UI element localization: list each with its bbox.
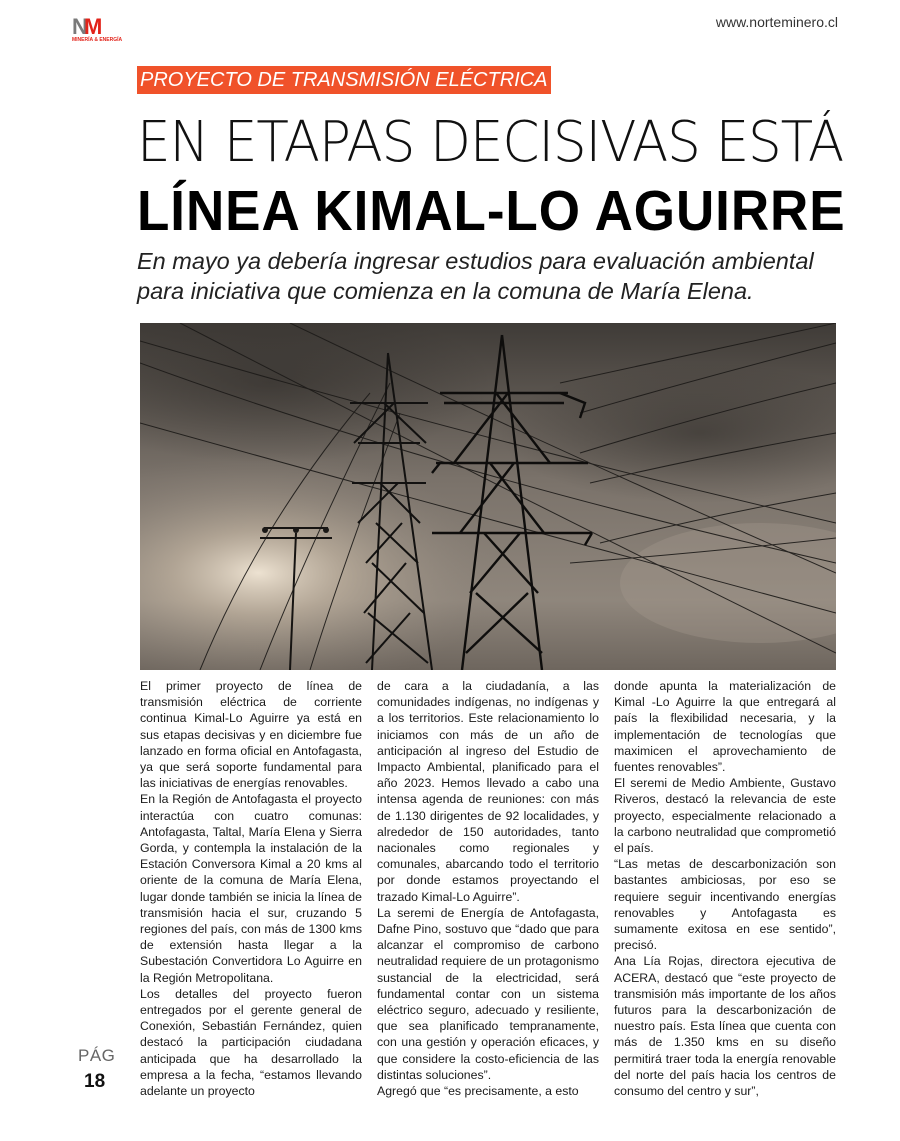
logo-tagline: MINERÍA & ENERGÍA	[72, 37, 123, 43]
logo-letter-m: M	[84, 14, 103, 39]
paragraph: de cara a la ciudadanía, a las comunidades indígenas, no indígenas y a los territorios. Este relacionamiento lo iniciamos con más de un año de anticipación al ingreso del Estudio de Impacto Ambiental, planificado para el año 2023. Hemos llevado a cabo una intensa agenda de reuniones: con más de 1.130 dirigentes de 92 localidades, y alrededor de 150 autoridades, tanto nacionales como regionales y comunales, abarcando todo el territorio por donde estamos proyectando el trazado Kimal-Lo Aguirre”.	[377, 679, 599, 904]
power-towers-image	[140, 323, 836, 670]
page-label: PÁG	[78, 1046, 116, 1065]
logo-letter-n: N	[72, 14, 85, 39]
paragraph: Agregó que “es precisamente, a esto	[377, 1084, 579, 1099]
paragraph: El primer proyecto de línea de transmisión eléctrica de corriente continua Kimal-Lo Aguirre ya está en sus etapas decisivas y en diciembre fue lanzado en forma oficial en Antofagasta, ya que será soporte fundamental para las iniciativas de energías renovables.	[140, 679, 362, 791]
paragraph: “Las metas de descarbonización son bastantes ambiciosas, por eso se requiere seguir incentivando energías renovables y Antofagasta es sumamente exitosa en ese sentido”, precisó.	[614, 857, 836, 953]
article-photo	[140, 323, 836, 670]
paragraph: Los detalles del proyecto fueron entregados por el gerente general de Conexión, Sebastián Fernández, quien destacó la participación ciudadana anticipada que ha desarrollado la empresa a la fecha, “estamos llevando adelante un proyecto	[140, 986, 362, 1099]
paragraph: donde apunta la materialización de Kimal -Lo Aguirre la que entregará al país la flexibilidad necesaria, y la implementación de tecnologías que maximicen el aprovechamiento de fuentes renovables”.	[614, 679, 836, 775]
section-kicker: PROYECTO DE TRANSMISIÓN ELÉCTRICA	[137, 66, 551, 94]
article-column-2	[377, 678, 599, 1099]
paragraph: En la Región de Antofagasta el proyecto interactúa con cuatro comunas: Antofagasta, Taltal, María Elena y Sierra Gorda, y contempla la instalación de la Estación Conversora Kimal a 20 kms al oriente de la comuna de María Elena, lugar donde también se inicia la línea de transmisión hacia el sur, cruzando 5 regiones del país, con más de 1300 kms de extensión hasta llegar a la Subestación Convertidora Lo Aguirre en la Región Metropolitana.	[140, 792, 362, 985]
article-column-3	[614, 678, 836, 1099]
article-column-1	[140, 678, 362, 1099]
headline-line-1: EN ETAPAS DECISIVAS ESTÁ	[137, 110, 844, 175]
article-deck: En mayo ya debería ingresar estudios para evaluación ambiental para iniciativa que comienza en la comuna de María Elena.	[137, 248, 814, 304]
publication-logo	[72, 14, 123, 44]
headline-line-2: LÍNEA KIMAL-LO AGUIRRE	[137, 179, 846, 243]
page-number: 18	[84, 1071, 106, 1092]
paragraph: La seremi de Energía de Antofagasta, Dafne Pino, sostuvo que “dado que para alcanzar el compromiso de carbono neutralidad requiere de un protagonismo sustancial de la electricidad, será fundamental contar con un sistema eléctrico seguro, adecuado y resiliente, que sea planificado tempranamente, con una gestión y operación eficaces, y que considere la costo-eficiencia de las distintas soluciones”.	[377, 905, 599, 1082]
article-body	[140, 678, 836, 1099]
paragraph: Ana Lía Rojas, directora ejecutiva de ACERA, destacó que “este proyecto de transmisión más importante de los años futuros para la descarbonización de nuestro país. Esta línea que cuenta con más de 1.350 kms en su diseño permitirá traer toda la energía renovable del norte del país hacia los centros de consumo del centro y sur”,	[614, 954, 836, 1099]
website-url[interactable]: www.norteminero.cl	[715, 14, 838, 30]
paragraph: El seremi de Medio Ambiente, Gustavo Riveros, destacó la relevancia de este proyecto, especialmente relacionado a la carbono neutralidad que comprometió el país.	[614, 776, 836, 856]
